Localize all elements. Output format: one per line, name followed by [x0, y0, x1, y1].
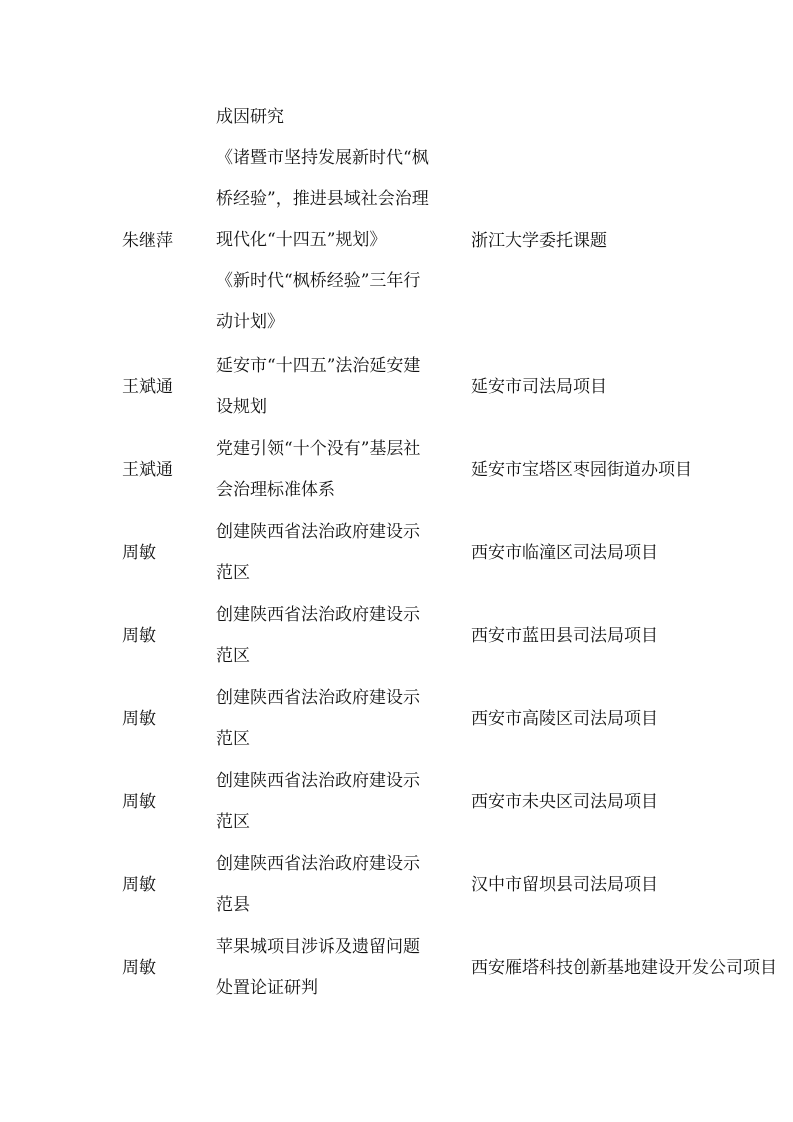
project-title — [216, 595, 466, 677]
title-line: 设规划 — [216, 397, 267, 417]
project-source: 西安市临潼区司法局项目 — [471, 543, 658, 563]
person-name: 朱继萍 — [122, 231, 173, 251]
title-line: 现代化“十四五”规划》 — [216, 230, 387, 250]
person-name: 周敏 — [122, 875, 156, 895]
project-title — [216, 927, 466, 1009]
person-name: 王斌通 — [122, 377, 173, 397]
title-line: 创建陕西省法治政府建设示 — [216, 771, 420, 791]
title-line: 延安市“十四五”法治延安建 — [216, 356, 421, 376]
title-line: 范区 — [216, 729, 250, 749]
project-title — [216, 429, 466, 511]
title-line: 范区 — [216, 812, 250, 832]
title-line: 动计划》 — [216, 312, 284, 332]
person-name: 周敏 — [122, 792, 156, 812]
title-line: 范区 — [216, 646, 250, 666]
project-source: 汉中市留坝县司法局项目 — [471, 875, 658, 895]
title-line: 《诸暨市坚持发展新时代“枫 — [216, 148, 429, 168]
title-line: 桥经验”，推进县域社会治理 — [216, 189, 429, 209]
title-line: 党建引领“十个没有”基层社 — [216, 439, 421, 459]
project-title — [216, 512, 466, 594]
project-source: 西安市蓝田县司法局项目 — [471, 626, 658, 646]
title-line: 《新时代“枫桥经验”三年行 — [216, 271, 421, 291]
title-line: 范县 — [216, 895, 250, 915]
title-line: 创建陕西省法治政府建设示 — [216, 605, 420, 625]
title-line: 创建陕西省法治政府建设示 — [216, 854, 420, 874]
title-line: 会治理标准体系 — [216, 480, 335, 500]
title-line: 创建陕西省法治政府建设示 — [216, 522, 420, 542]
person-name: 周敏 — [122, 543, 156, 563]
project-source: 延安市司法局项目 — [471, 377, 607, 397]
project-source: 浙江大学委托课题 — [471, 231, 607, 251]
project-source: 西安雁塔科技创新基地建设开发公司项目 — [471, 958, 777, 978]
person-name: 周敏 — [122, 709, 156, 729]
project-title — [216, 761, 466, 843]
person-name: 周敏 — [122, 958, 156, 978]
project-source: 西安市未央区司法局项目 — [471, 792, 658, 812]
title-line: 范区 — [216, 563, 250, 583]
person-name: 周敏 — [122, 626, 156, 646]
title-line: 苹果城项目涉诉及遗留问题 — [216, 937, 420, 957]
project-source: 延安市宝塔区枣园街道办项目 — [471, 460, 692, 480]
project-source: 西安市高陵区司法局项目 — [471, 709, 658, 729]
project-title — [216, 844, 466, 926]
project-title — [216, 346, 466, 428]
title-line: 创建陕西省法治政府建设示 — [216, 688, 420, 708]
project-title — [216, 138, 466, 343]
person-name: 王斌通 — [122, 460, 173, 480]
title-line: 成因研究 — [216, 107, 284, 127]
title-line: 处置论证研判 — [216, 978, 318, 998]
project-title — [216, 97, 466, 138]
project-title — [216, 678, 466, 760]
